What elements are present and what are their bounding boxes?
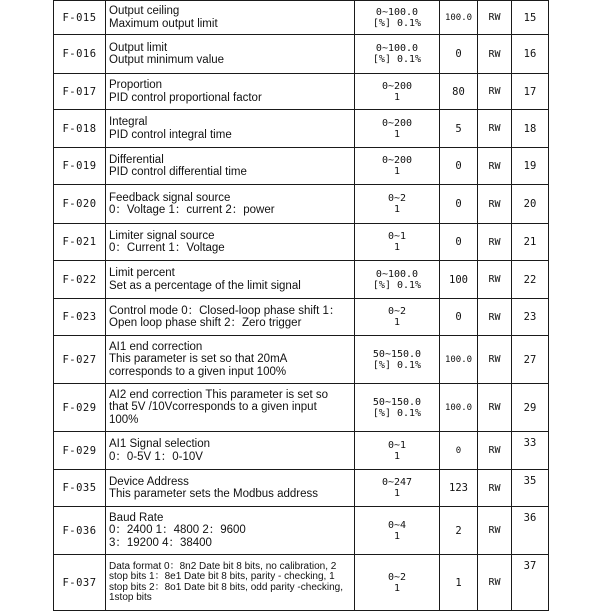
param-access: RW — [478, 35, 512, 74]
param-access: RW — [478, 432, 512, 470]
param-number: 36 — [512, 507, 549, 555]
param-number: 20 — [512, 185, 549, 224]
table-row — [54, 148, 549, 185]
param-default: 0 — [440, 148, 478, 185]
param-range: 0~100.0 [%] 0.1% — [355, 1, 440, 35]
param-range: 0~200 1 — [355, 110, 440, 148]
param-access: RW — [478, 384, 512, 432]
param-description: Proportion PID control proportional factor — [106, 74, 355, 110]
param-access: RW — [478, 224, 512, 261]
param-description: AI1 end correction This parameter is set so that 20mA corresponds to a given input 100% — [106, 336, 355, 384]
param-code: F-018 — [54, 110, 106, 148]
param-description: Integral PID control integral time — [106, 110, 355, 148]
param-range: 0~200 1 — [355, 74, 440, 110]
table-row — [54, 224, 549, 261]
param-access: RW — [478, 336, 512, 384]
param-code: F-023 — [54, 299, 106, 336]
param-code: F-021 — [54, 224, 106, 261]
param-description: Baud Rate 0：2400 1：4800 2：9600 3：19200 4：38400 — [106, 507, 355, 555]
param-range: 0~200 1 — [355, 148, 440, 185]
param-number: 35 — [512, 470, 549, 507]
param-number: 21 — [512, 224, 549, 261]
param-code: F-036 — [54, 507, 106, 555]
param-range: 0~2 1 — [355, 299, 440, 336]
param-access: RW — [478, 185, 512, 224]
table-row — [54, 35, 549, 74]
param-range: 0~100.0 [%] 0.1% — [355, 35, 440, 74]
param-default: 0 — [440, 185, 478, 224]
param-default: 80 — [440, 74, 478, 110]
param-description: Control mode 0：Closed-loop phase shift 1： Open loop phase shift 2：Zero trigger — [106, 299, 355, 336]
param-default: 100 — [440, 261, 478, 299]
param-default: 100.0 — [440, 1, 478, 35]
param-default: 0 — [440, 35, 478, 74]
param-range: 50~150.0 [%] 0.1% — [355, 384, 440, 432]
param-number: 17 — [512, 74, 549, 110]
table-row — [54, 507, 549, 555]
table-row — [54, 299, 549, 336]
param-access: RW — [478, 261, 512, 299]
param-default: 0 — [440, 432, 478, 470]
table-row — [54, 110, 549, 148]
param-description: Differential PID control differential time — [106, 148, 355, 185]
table-row — [54, 555, 549, 611]
param-range: 0~1 1 — [355, 432, 440, 470]
param-access: RW — [478, 74, 512, 110]
param-description: Device Address This parameter sets the Modbus address — [106, 470, 355, 507]
param-default: 0 — [440, 299, 478, 336]
param-default: 2 — [440, 507, 478, 555]
param-number: 22 — [512, 261, 549, 299]
param-code: F-029 — [54, 432, 106, 470]
param-code: F-019 — [54, 148, 106, 185]
param-range: 50~150.0 [%] 0.1% — [355, 336, 440, 384]
table-row — [54, 470, 549, 507]
param-description: Feedback signal source 0：Voltage 1：current 2：power — [106, 185, 355, 224]
param-range: 0~2 1 — [355, 185, 440, 224]
param-default: 1 — [440, 555, 478, 611]
param-number: 27 — [512, 336, 549, 384]
param-code: F-020 — [54, 185, 106, 224]
param-code: F-017 — [54, 74, 106, 110]
param-range: 0~100.0 [%] 0.1% — [355, 261, 440, 299]
param-code: F-016 — [54, 35, 106, 74]
param-code: F-035 — [54, 470, 106, 507]
param-number: 16 — [512, 35, 549, 74]
param-default: 100.0 — [440, 384, 478, 432]
param-description: Data format 0：8n2 Date bit 8 bits, no calibration, 2 stop bits 1：8e1 Date bit 8 bits, parity - checking, 1 stop bits 2：8o1 Date bit 8 bits, odd parity -checking, 1stop bits — [106, 555, 355, 611]
table-row — [54, 336, 549, 384]
param-default: 100.0 — [440, 336, 478, 384]
param-number: 19 — [512, 148, 549, 185]
param-default: 5 — [440, 110, 478, 148]
param-default: 0 — [440, 224, 478, 261]
param-description: AI1 Signal selection 0：0-5V 1：0-10V — [106, 432, 355, 470]
param-code: F-029 — [54, 384, 106, 432]
param-number: 18 — [512, 110, 549, 148]
param-code: F-022 — [54, 261, 106, 299]
param-access: RW — [478, 470, 512, 507]
param-range: 0~1 1 — [355, 224, 440, 261]
param-description: Limit percent Set as a percentage of the limit signal — [106, 261, 355, 299]
param-number: 33 — [512, 432, 549, 470]
param-number: 15 — [512, 1, 549, 35]
param-range: 0~247 1 — [355, 470, 440, 507]
param-description: Output limit Output minimum value — [106, 35, 355, 74]
table-row — [54, 1, 549, 35]
param-access: RW — [478, 299, 512, 336]
param-code: F-037 — [54, 555, 106, 611]
param-number: 37 — [512, 555, 549, 611]
table-row — [54, 261, 549, 299]
table-row — [54, 185, 549, 224]
table-row — [54, 384, 549, 432]
param-description: Limiter signal source 0：Current 1：Voltage — [106, 224, 355, 261]
param-default: 123 — [440, 470, 478, 507]
param-access: RW — [478, 555, 512, 611]
param-description: Output ceiling Maximum output limit — [106, 1, 355, 35]
param-access: RW — [478, 148, 512, 185]
param-description: AI2 end correction This parameter is set so that 5V /10Vcorresponds to a given input 100% — [106, 384, 355, 432]
parameter-table-body — [54, 1, 549, 611]
param-range: 0~4 1 — [355, 507, 440, 555]
param-number: 23 — [512, 299, 549, 336]
param-access: RW — [478, 110, 512, 148]
param-range: 0~2 1 — [355, 555, 440, 611]
param-code: F-027 — [54, 336, 106, 384]
parameter-table — [53, 0, 549, 611]
table-row — [54, 432, 549, 470]
param-code: F-015 — [54, 1, 106, 35]
table-row — [54, 74, 549, 110]
param-access: RW — [478, 507, 512, 555]
param-access: RW — [478, 1, 512, 35]
param-number: 29 — [512, 384, 549, 432]
